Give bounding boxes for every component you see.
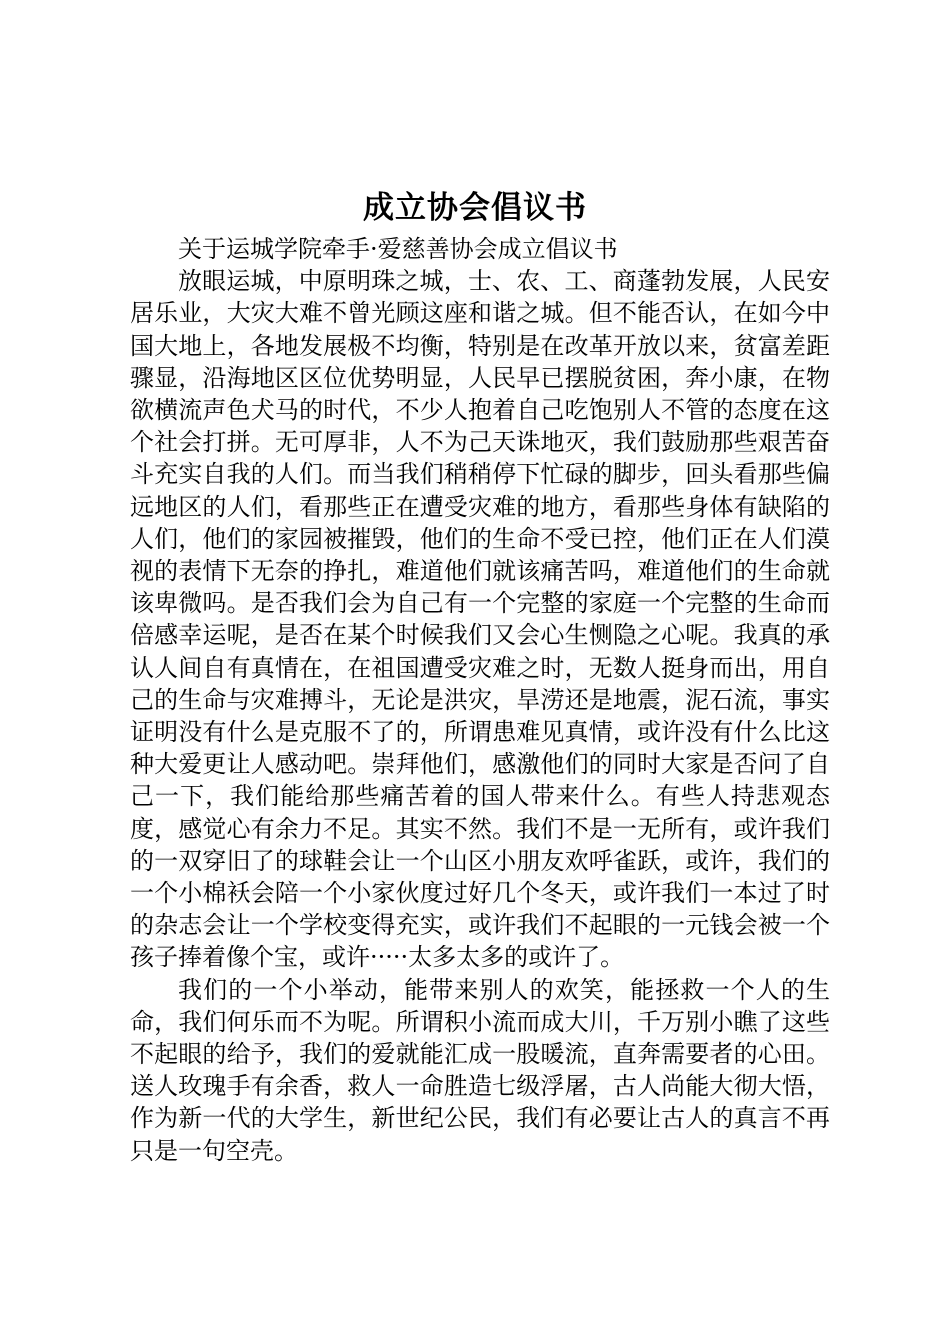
document-body — [130, 233, 830, 1167]
document-subtitle: 关于运城学院牵手·爱慈善协会成立倡议书 — [178, 235, 618, 263]
body-paragraph-1: 放眼运城，中原明珠之城，士、农、工、商蓬勃发展，人民安居乐业，大灾大难不曾光顾这座和谐之城。但不能否认，在如今中国大地上，各地发展极不均衡，特别是在改革开放以来，贫富差距骤显，沿海地区区位优势明显，人民早已摆脱贫困，奔小康，在物欲横流声色犬马的时代，不少人抱着自己吃饱别人不管的态度在这个社会打拼。无可厚非，人不为己天诛地灭，我们鼓励那些艰苦奋斗充实自我的人们。而当我们稍稍停下忙碌的脚步，回头看那些偏远地区的人们，看那些正在遭受灾难的地方，看那些身体有缺陷的人们，他们的家园被摧毁，他们的生命不受已控，他们正在人们漠视的表情下无奈的挣扎，难道他们就该痛苦吗，难道他们的生命就该卑微吗。是否我们会为自己有一个完整的家庭一个完整的生命而倍感幸运呢，是否在某个时候我们又会心生恻隐之心呢。我真的承认人间自有真情在，在祖国遭受灾难之时，无数人挺身而出，用自己的生命与灾难搏斗，无论是洪灾，旱涝还是地震，泥石流，事实证明没有什么是克服不了的，所谓患难见真情，或许没有什么比这种大爱更让人感动吧。崇拜他们，感激他们的同时大家是否问了自己一下，我们能给那些痛苦着的国人带来什么。有些人持悲观态度，感觉心有余力不足。其实不然。我们不是一无所有，或许我们的一双穿旧了的球鞋会让一个山区小朋友欢呼雀跃，或许，我们的一个小棉袄会陪一个小家伙度过好几个冬天，或许我们一本过了时的杂志会让一个学校变得充实，或许我们不起眼的一元钱会被一个孩子捧着像个宝，或许·····太多太多的或许了。 — [130, 267, 830, 972]
document-title: 成立协会倡议书 — [363, 190, 587, 226]
body-paragraph-2: 我们的一个小举动，能带来别人的欢笑，能拯救一个人的生命，我们何乐而不为呢。所谓积小流而成大川，千万别小瞧了这些不起眼的给予，我们的爱就能汇成一股暖流，直奔需要者的心田。送人玫瑰手有余香，救人一命胜造七级浮屠，古人尚能大彻大悟，作为新一代的大学生，新世纪公民，我们有必要让古人的真言不再只是一句空壳。 — [130, 975, 830, 1165]
